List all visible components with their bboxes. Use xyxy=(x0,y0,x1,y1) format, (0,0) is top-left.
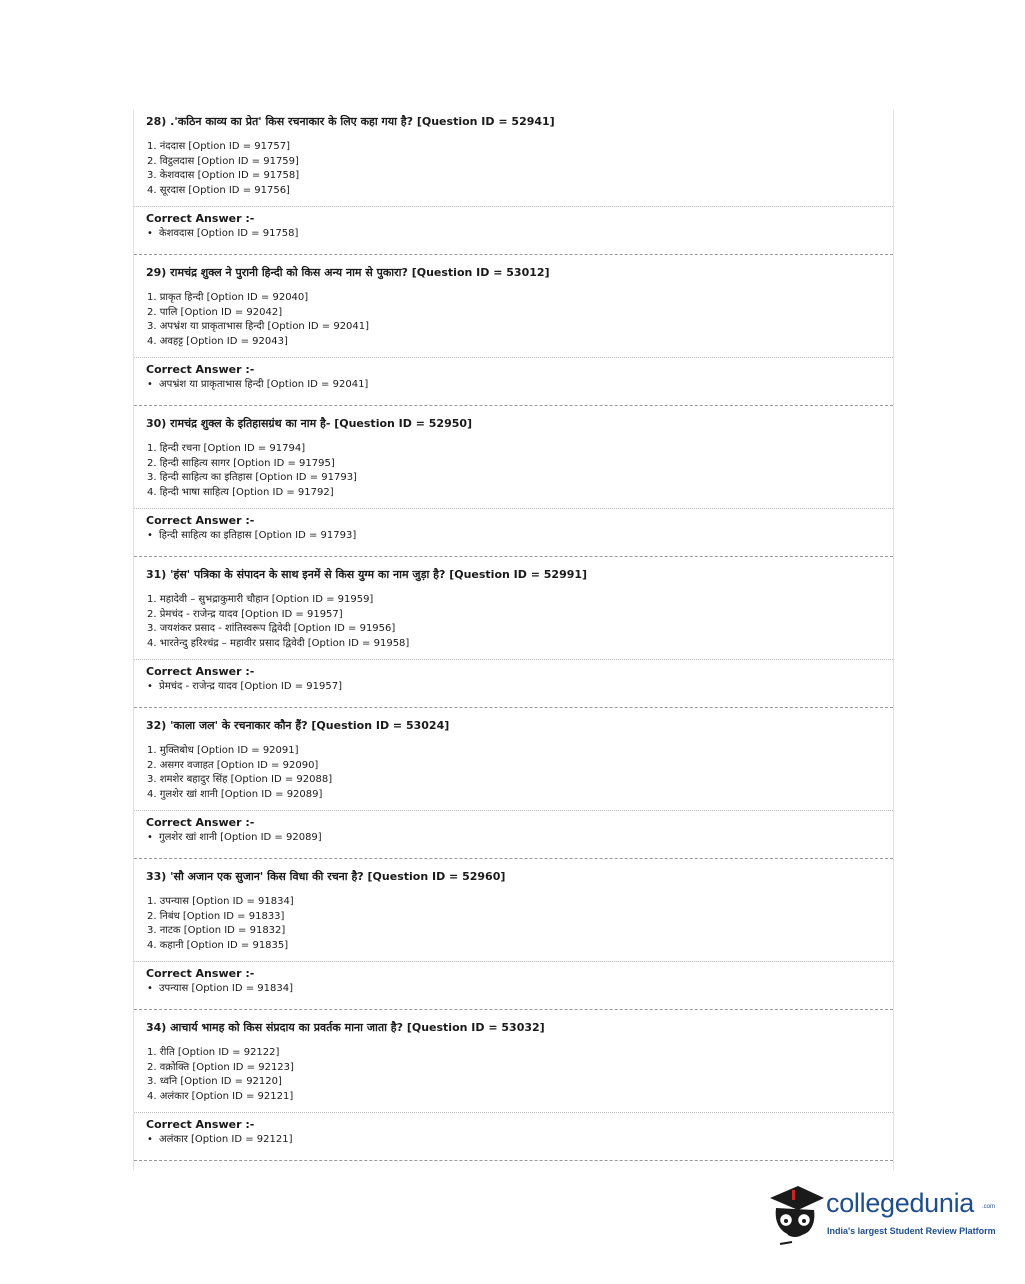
question-block-28 xyxy=(134,110,893,261)
option-item: 3. जयशंकर प्रसाद - शांतिस्वरूप द्विवेदी [Option ID = 91956] xyxy=(147,623,396,635)
option-item: 1. रीति [Option ID = 92122] xyxy=(147,1047,280,1058)
option-item: 1. महादेवी – सुभद्राकुमारी चौहान [Option ID = 91959] xyxy=(147,594,374,605)
option-item: 2. वक्रोक्ति [Option ID = 92123] xyxy=(147,1061,294,1073)
question-block-33 xyxy=(134,865,893,1016)
option-list xyxy=(134,138,893,206)
option-item: 2. हिन्दी साहित्य सागर [Option ID = 91795] xyxy=(147,457,335,469)
option-item: 3. केशवदास [Option ID = 91758] xyxy=(147,170,300,182)
question-divider xyxy=(134,858,893,859)
answer-row xyxy=(146,377,893,393)
question-title: 30) रामचंद्र शुक्ल के इतिहासग्रंथ का नाम है- [Question ID = 52950] xyxy=(146,417,473,430)
option-item: 4. सूरदास [Option ID = 91756] xyxy=(147,184,290,196)
answer-row xyxy=(146,226,893,242)
answer-label: Correct Answer :- xyxy=(146,967,255,980)
correct-answer: उपन्यास [Option ID = 91834] xyxy=(159,983,293,994)
bullet-icon: • xyxy=(147,530,153,541)
option-list xyxy=(134,742,893,810)
question-divider xyxy=(134,254,893,255)
question-block-29 xyxy=(134,261,893,412)
option-list xyxy=(134,440,893,508)
option-item: 1. मुक्तिबोध [Option ID = 92091] xyxy=(147,745,299,756)
question-block-30 xyxy=(134,412,893,563)
option-list xyxy=(134,893,893,961)
option-list xyxy=(134,591,893,659)
question-divider xyxy=(134,405,893,406)
question-divider xyxy=(134,707,893,708)
bullet-icon: • xyxy=(147,1134,153,1145)
question-divider xyxy=(134,556,893,557)
option-item: 4. कहानी [Option ID = 91835] xyxy=(147,939,289,951)
answer-label: Correct Answer :- xyxy=(146,212,255,225)
question-block-34 xyxy=(134,1016,893,1167)
option-item: 2. प्रेमचंद - राजेन्द्र यादव [Option ID = 91957] xyxy=(147,608,343,620)
answer-label: Correct Answer :- xyxy=(146,816,255,829)
question-title: 34) आचार्य भामह को किस संप्रदाय का प्रवर्तक माना जाता है? [Question ID = 53032] xyxy=(146,1021,545,1034)
question-divider xyxy=(134,1160,893,1161)
option-item: 3. हिन्दी साहित्य का इतिहास [Option ID = 91793] xyxy=(147,472,357,484)
option-item: 4. गुलशेर खां शानी [Option ID = 92089] xyxy=(147,788,323,800)
brand-name: collegedunia xyxy=(826,1188,975,1218)
option-item: 4. हिन्दी भाषा साहित्य [Option ID = 91792] xyxy=(147,486,334,498)
answer-section xyxy=(134,358,893,405)
option-item: 4. भारतेन्दु हरिश्चंद्र – महावीर प्रसाद द्विवेदी [Option ID = 91958] xyxy=(147,637,410,649)
option-item: 2. असगर वजाहत [Option ID = 92090] xyxy=(147,759,319,771)
question-title: 32) 'काला जल' के रचनाकार कौन हैं? [Question ID = 53024] xyxy=(146,719,450,732)
option-item: 4. अलंकार [Option ID = 92121] xyxy=(147,1090,294,1102)
correct-answer: प्रेमचंद - राजेन्द्र यादव [Option ID = 91957] xyxy=(159,681,342,692)
answer-label: Correct Answer :- xyxy=(146,514,255,527)
bullet-icon: • xyxy=(147,983,153,994)
answer-label: Correct Answer :- xyxy=(146,1118,255,1131)
question-block-32 xyxy=(134,714,893,865)
option-list xyxy=(134,289,893,357)
option-item: 3. नाटक [Option ID = 91832] xyxy=(147,925,286,937)
graduate-mascot-icon xyxy=(766,1180,826,1246)
answer-row xyxy=(146,1132,893,1148)
question-title: 29) रामचंद्र शुक्ल ने पुरानी हिन्दी को किस अन्य नाम से पुकारा? [Question ID = 53012] xyxy=(146,266,550,279)
question-title: 33) 'सौ अजान एक सुजान' किस विधा की रचना है? [Question ID = 52960] xyxy=(146,870,506,883)
correct-answer: हिन्दी साहित्य का इतिहास [Option ID = 91793] xyxy=(159,530,357,541)
collegedunia-logo xyxy=(766,1180,996,1250)
option-item: 1. प्राकृत हिन्दी [Option ID = 92040] xyxy=(147,292,309,303)
answer-section xyxy=(134,811,893,858)
answer-row xyxy=(146,679,893,695)
option-item: 1. उपन्यास [Option ID = 91834] xyxy=(147,896,294,907)
answer-row xyxy=(146,528,893,544)
correct-answer: अपभ्रंश या प्राकृताभास हिन्दी [Option ID = 92041] xyxy=(159,379,369,390)
question-block-31 xyxy=(134,563,893,714)
option-list xyxy=(134,1044,893,1112)
question-title: 28) .'कठिन काव्य का प्रेत' किस रचनाकार के लिए कहा गया है? [Question ID = 52941] xyxy=(146,115,555,128)
option-item: 2. पालि [Option ID = 92042] xyxy=(147,306,283,318)
answer-row xyxy=(146,830,893,846)
answer-section xyxy=(134,207,893,254)
option-item: 1. हिन्दी रचना [Option ID = 91794] xyxy=(147,443,306,454)
question-sheet xyxy=(133,110,894,1170)
option-item: 2. निबंध [Option ID = 91833] xyxy=(147,910,285,922)
answer-section xyxy=(134,660,893,707)
brand-tagline: India's largest Student Review Platform xyxy=(827,1226,996,1236)
option-item: 3. अपभ्रंश या प्राकृताभास हिन्दी [Option ID = 92041] xyxy=(147,321,370,333)
bullet-icon: • xyxy=(147,228,153,239)
question-divider xyxy=(134,1009,893,1010)
option-item: 1. नंददास [Option ID = 91757] xyxy=(147,141,290,152)
correct-answer: अलंकार [Option ID = 92121] xyxy=(159,1134,293,1145)
answer-section xyxy=(134,962,893,1009)
brand-suffix: .com xyxy=(982,1204,996,1210)
correct-answer: केशवदास [Option ID = 91758] xyxy=(159,228,299,239)
correct-answer: गुलशेर खां शानी [Option ID = 92089] xyxy=(159,832,322,843)
option-item: 2. विट्ठलदास [Option ID = 91759] xyxy=(147,155,299,167)
option-item: 3. ध्वनि [Option ID = 92120] xyxy=(147,1076,282,1088)
answer-section xyxy=(134,1113,893,1160)
question-title: 31) 'हंस' पत्रिका के संपादन के साथ इनमें से किस युग्म का नाम जुड़ा है? [Question ID = 52991] xyxy=(146,568,588,581)
bullet-icon: • xyxy=(147,379,153,390)
answer-section xyxy=(134,509,893,556)
option-item: 3. शमशेर बहादुर सिंह [Option ID = 92088] xyxy=(147,774,333,786)
option-item: 4. अवहट्ट [Option ID = 92043] xyxy=(147,335,288,347)
bullet-icon: • xyxy=(147,832,153,843)
answer-label: Correct Answer :- xyxy=(146,665,255,678)
answer-row xyxy=(146,981,893,997)
answer-label: Correct Answer :- xyxy=(146,363,255,376)
bullet-icon: • xyxy=(147,681,153,692)
